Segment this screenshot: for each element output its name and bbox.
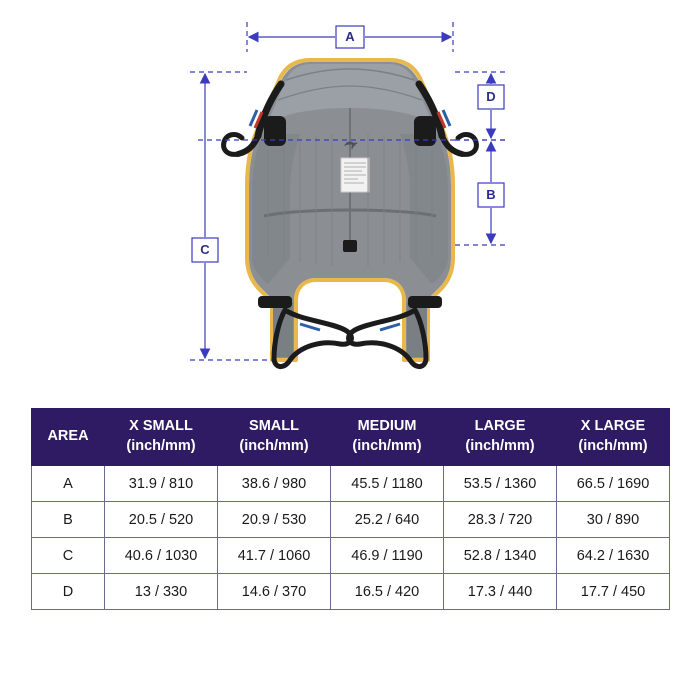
dimension-label-a-text: A bbox=[345, 29, 355, 44]
table-header-medium bbox=[331, 409, 444, 466]
table-header-small bbox=[218, 409, 331, 466]
table-header-small-title: SMALL bbox=[249, 418, 299, 435]
row-c-area: C bbox=[32, 538, 105, 574]
dimension-label-d bbox=[478, 85, 504, 109]
row-b-xlarge: 30 / 890 bbox=[557, 502, 670, 538]
table-header-xlarge bbox=[557, 409, 670, 466]
table-row bbox=[32, 574, 670, 610]
row-c-medium: 46.9 / 1190 bbox=[331, 538, 444, 574]
dimension-label-b bbox=[478, 183, 504, 207]
row-d-xsmall: 13 / 330 bbox=[105, 574, 218, 610]
table-header-area bbox=[32, 409, 105, 466]
row-b-small: 20.9 / 530 bbox=[218, 502, 331, 538]
sling-center-buckle bbox=[343, 240, 357, 252]
row-b-large: 28.3 / 720 bbox=[444, 502, 557, 538]
row-b-medium: 25.2 / 640 bbox=[331, 502, 444, 538]
row-a-medium: 45.5 / 1180 bbox=[331, 466, 444, 502]
table-header-medium-title: MEDIUM bbox=[357, 418, 417, 435]
row-d-medium: 16.5 / 420 bbox=[331, 574, 444, 610]
row-a-small: 38.6 / 980 bbox=[218, 466, 331, 502]
row-c-xsmall: 40.6 / 1030 bbox=[105, 538, 218, 574]
row-c-small: 41.7 / 1060 bbox=[218, 538, 331, 574]
row-a-xsmall: 31.9 / 810 bbox=[105, 466, 218, 502]
table-header-large-title: LARGE bbox=[474, 418, 526, 435]
row-c-large: 52.8 / 1340 bbox=[444, 538, 557, 574]
size-table-body bbox=[32, 466, 670, 610]
table-header-small-unit: (inch/mm) bbox=[239, 438, 309, 454]
table-header-row bbox=[32, 409, 670, 466]
table-header-xlarge-unit: (inch/mm) bbox=[578, 438, 648, 454]
dimension-label-c bbox=[192, 238, 218, 262]
row-a-xlarge: 66.5 / 1690 bbox=[557, 466, 670, 502]
row-d-xlarge: 17.7 / 450 bbox=[557, 574, 670, 610]
table-header-xsmall-title: X SMALL bbox=[129, 418, 193, 435]
size-table-head bbox=[32, 409, 670, 466]
table-header-xsmall-unit: (inch/mm) bbox=[126, 438, 196, 454]
size-table bbox=[31, 408, 670, 610]
dimension-label-d-text: D bbox=[486, 89, 496, 104]
size-table-wrapper bbox=[31, 408, 669, 610]
sling-care-label bbox=[341, 158, 369, 192]
row-b-area: B bbox=[32, 502, 105, 538]
row-c-xlarge: 64.2 / 1630 bbox=[557, 538, 670, 574]
table-header-area-title: AREA bbox=[47, 428, 89, 445]
table-row bbox=[32, 538, 670, 574]
row-d-large: 17.3 / 440 bbox=[444, 574, 557, 610]
table-header-large bbox=[444, 409, 557, 466]
dimension-label-c-text: C bbox=[200, 242, 210, 257]
dimension-label-b-text: B bbox=[486, 187, 496, 202]
table-header-xsmall bbox=[105, 409, 218, 466]
row-d-area: D bbox=[32, 574, 105, 610]
row-d-small: 14.6 / 370 bbox=[218, 574, 331, 610]
row-a-large: 53.5 / 1360 bbox=[444, 466, 557, 502]
sling-right-arm-band bbox=[414, 116, 436, 146]
row-a-area: A bbox=[32, 466, 105, 502]
row-b-xsmall: 20.5 / 520 bbox=[105, 502, 218, 538]
table-header-xlarge-title: X LARGE bbox=[580, 418, 646, 435]
table-row bbox=[32, 466, 670, 502]
table-row bbox=[32, 502, 670, 538]
sling-illustration bbox=[224, 60, 477, 367]
table-header-medium-unit: (inch/mm) bbox=[352, 438, 422, 454]
dimension-label-a bbox=[336, 26, 364, 48]
table-header-large-unit: (inch/mm) bbox=[465, 438, 535, 454]
sling-left-arm-band bbox=[264, 116, 286, 146]
